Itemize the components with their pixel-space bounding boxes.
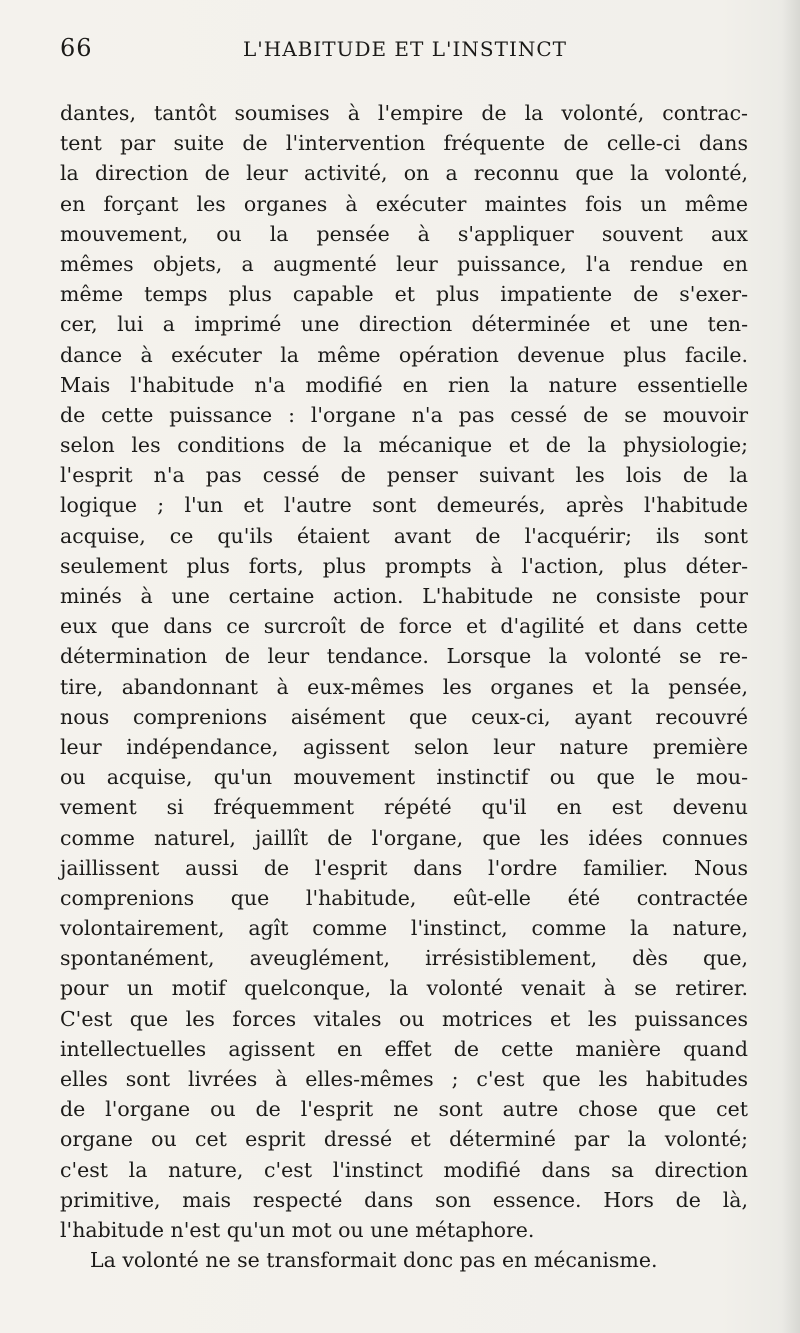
text-line: cer, lui a imprimé une direction déterminée et une ten-	[60, 312, 748, 337]
text-line: détermination de leur tendance. Lorsque la volonté se re-	[60, 644, 748, 669]
text-line: seulement plus forts, plus prompts à l'action, plus déter-	[60, 553, 748, 578]
text-line: en forçant les organes à exécuter maintes fois un même	[60, 191, 748, 216]
text-line: mouvement, ou la pensée à s'appliquer souvent aux	[60, 221, 748, 246]
text-line: minés à une certaine action. L'habitude ne consiste pour	[60, 584, 748, 608]
text-line: mêmes objets, a augmenté leur puissance, l'a rendue en	[60, 251, 748, 276]
text-line: spontanément, aveuglément, irrésistiblement, dès que,	[60, 946, 748, 971]
text-line: comprenions que l'habitude, eût-elle été contractée	[60, 885, 748, 910]
page-header	[60, 30, 750, 70]
text-line: tire, abandonnant à eux-mêmes les organes et la pensée,	[60, 674, 748, 699]
text-line: C'est que les forces vitales ou motrices et les puissances	[60, 1006, 748, 1031]
text-line: intellectuelles agissent en effet de cette manière quand	[60, 1036, 748, 1061]
text-line: de l'organe ou de l'esprit ne sont autre chose que cet	[60, 1097, 748, 1122]
text-line: vement si fréquemment répété qu'il en est devenu	[60, 795, 748, 820]
paragraph-end-line: l'habitude n'est qu'un mot ou une métaphore.	[60, 1217, 535, 1242]
page-number: 66	[60, 34, 93, 62]
text-line: dance à exécuter la même opération devenue plus facile.	[60, 342, 748, 367]
text-line: acquise, ce qu'ils étaient avant de l'acquérir; ils sont	[60, 523, 748, 548]
text-line: ou acquise, qu'un mouvement instinctif ou que le mou-	[60, 765, 748, 790]
text-line: de cette puissance : l'organe n'a pas cessé de se mouvoir	[60, 402, 748, 427]
text-line: jaillissent aussi de l'esprit dans l'ordre familier. Nous	[60, 855, 748, 880]
text-line: l'esprit n'a pas cessé de penser suivant les lois de la	[60, 463, 748, 488]
text-line: eux que dans ce surcroît de force et d'agilité et dans cette	[60, 614, 748, 639]
text-line: la direction de leur activité, on a reconnu que la volonté,	[60, 161, 748, 186]
text-line: selon les conditions de la mécanique et de la physiologie;	[60, 433, 748, 458]
text-line: Mais l'habitude n'a modifié en rien la nature essentielle	[60, 372, 748, 397]
text-line: nous comprenions aisément que ceux-ci, ayant recouvré	[60, 704, 748, 729]
running-title: L'HABITUDE ET L'INSTINCT	[242, 37, 567, 61]
text-line: logique ; l'un et l'autre sont demeurés, après l'habitude	[60, 493, 748, 518]
text-line: dantes, tantôt soumises à l'empire de la volonté, contrac-	[60, 101, 748, 125]
body-text	[60, 98, 748, 1275]
text-line: comme naturel, jaillît de l'organe, que les idées connues	[60, 825, 748, 850]
text-line: volontairement, agît comme l'instinct, comme la nature,	[60, 916, 748, 941]
text-line: elles sont livrées à elles-mêmes ; c'est que les habitudes	[60, 1067, 748, 1091]
text-line: leur indépendance, agissent selon leur nature première	[60, 734, 748, 759]
page-edge-shadow	[782, 0, 800, 1333]
text-line: primitive, mais respecté dans son essence. Hors de là,	[60, 1187, 748, 1212]
text-line: tent par suite de l'intervention fréquente de celle-ci dans	[60, 131, 748, 156]
paragraph-start-line: La volonté ne se transformait donc pas en mécanisme.	[90, 1248, 658, 1273]
text-line: pour un motif quelconque, la volonté venait à se retirer.	[60, 976, 748, 1001]
text-line: même temps plus capable et plus impatiente de s'exer-	[60, 282, 748, 307]
text-line: c'est la nature, c'est l'instinct modifié dans sa direction	[60, 1157, 748, 1182]
text-line: organe ou cet esprit dressé et déterminé par la volonté;	[60, 1127, 748, 1152]
